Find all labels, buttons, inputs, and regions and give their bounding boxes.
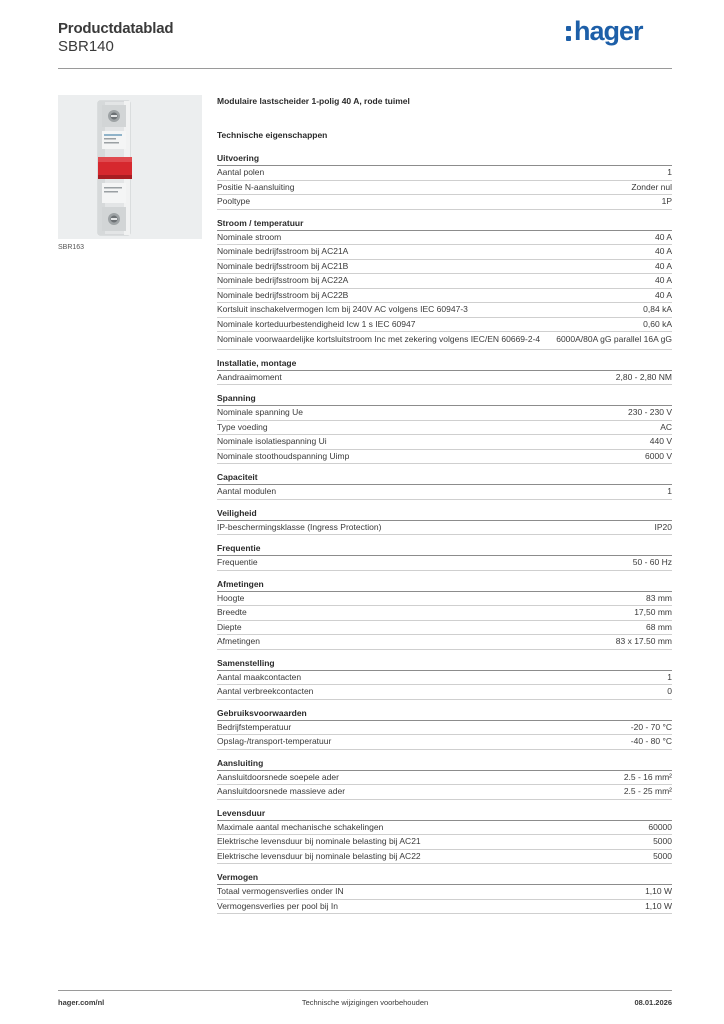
spec-value: 2.5 - 16 mm² [623, 771, 672, 782]
spec-label: Nominale stroom [217, 231, 282, 242]
spec-value: 2,80 - 2,80 NM [615, 371, 672, 382]
spec-label: Aantal maakcontacten [217, 671, 302, 682]
spec-label: IP-beschermingsklasse (Ingress Protection) [217, 521, 382, 532]
spec-section [217, 218, 672, 350]
spec-label: Nominale stoothoudspanning Uimp [217, 450, 350, 461]
section-title: Levensduur [217, 808, 672, 821]
spec-row [217, 671, 672, 686]
spec-section [217, 758, 672, 800]
spec-value: 40 A [654, 246, 672, 256]
spec-label: Positie N-aansluiting [217, 181, 295, 192]
spec-value: 83 mm [646, 592, 672, 603]
spec-label: Nominale isolatiespanning Ui [217, 436, 327, 446]
spec-row [217, 195, 672, 210]
spec-value: 1 [667, 167, 672, 177]
section-title: Uitvoering [217, 153, 672, 166]
spec-label: Afmetingen [217, 636, 260, 646]
spec-section [217, 508, 672, 536]
spec-label: Hoogte [217, 592, 245, 603]
spec-value: 40 A [654, 260, 672, 271]
spec-label: Nominale bedrijfsstroom bij AC22A [217, 275, 349, 285]
section-title: Frequentie [217, 543, 672, 556]
spec-section [217, 872, 672, 914]
spec-row [217, 592, 672, 607]
spec-value: 6000A/80A gG parallel 16A gG [556, 333, 672, 344]
spec-section [217, 708, 672, 750]
spec-label: Pooltype [217, 196, 251, 206]
properties-heading: Technische eigenschappen [217, 130, 328, 140]
spec-value: 50 - 60 Hz [632, 557, 672, 567]
section-title: Vermogen [217, 872, 672, 885]
spec-label: Aansluitdoorsnede massieve ader [217, 786, 346, 796]
document-title: Productdatablad [58, 20, 174, 37]
section-title: Samenstelling [217, 658, 672, 671]
spec-row [217, 521, 672, 536]
spec-label: Breedte [217, 607, 247, 617]
spec-row [217, 621, 672, 636]
spec-row [217, 231, 672, 246]
spec-label: Frequentie [217, 557, 258, 567]
spec-row [217, 721, 672, 736]
section-title: Gebruiksvoorwaarden [217, 708, 672, 721]
spec-label: Type voeding [217, 421, 268, 432]
spec-label: Aantal modulen [217, 486, 277, 496]
spec-row [217, 260, 672, 275]
section-title: Afmetingen [217, 579, 672, 592]
spec-row [217, 289, 672, 304]
spec-label: Maximale aantal mechanische schakelingen [217, 821, 384, 832]
header-divider [58, 68, 672, 69]
spec-value: 68 mm [646, 621, 672, 632]
spec-value: 40 A [654, 289, 672, 300]
spec-value: 0 [667, 686, 672, 696]
spec-section [217, 658, 672, 700]
spec-row [217, 421, 672, 436]
spec-row [217, 556, 672, 571]
spec-value: 1 [667, 486, 672, 496]
spec-label: Elektrische levensduur bij nominale belasting bij AC22 [217, 850, 421, 861]
spec-label: Nominale bedrijfsstroom bij AC21B [217, 260, 349, 271]
spec-label: Nominale spanning Ue [217, 407, 303, 417]
spec-row [217, 245, 672, 260]
product-image [58, 95, 202, 239]
spec-row [217, 371, 672, 386]
spec-value: AC [660, 421, 672, 432]
spec-row [217, 274, 672, 289]
spec-row [217, 735, 672, 750]
product-code: SBR140 [58, 38, 114, 55]
page-footer [58, 990, 672, 1007]
spec-value: 0,60 kA [643, 318, 672, 329]
spec-label: Nominale korteduurbestendigheid Icw 1 s IEC 60947 [217, 318, 416, 329]
spec-row [217, 406, 672, 421]
spec-value: 40 A [654, 275, 672, 285]
spec-row [217, 181, 672, 196]
spec-value: 230 - 230 V [628, 407, 672, 417]
section-title: Spanning [217, 393, 672, 406]
spec-row [217, 685, 672, 700]
image-caption: SBR163 [58, 244, 85, 251]
spec-value: 1,10 W [645, 886, 672, 896]
spec-label: Bedrijfstemperatuur [217, 721, 292, 732]
spec-value: 1 [667, 671, 672, 682]
logo-dots-icon [566, 26, 571, 41]
footer-disclaimer: Technische wijzigingen voorbehouden [301, 998, 429, 1007]
spec-row [217, 635, 672, 650]
product-description: Modulaire lastscheider 1-polig 40 A, rode tuimel [217, 96, 410, 106]
spec-row [217, 850, 672, 865]
spec-label: Opslag-/transport-temperatuur [217, 736, 332, 746]
section-title: Stroom / temperatuur [217, 218, 672, 231]
spec-row [217, 835, 672, 850]
spec-row [217, 435, 672, 450]
spec-value: 5000 [653, 836, 672, 846]
footer-date: 08.01.2026 [634, 998, 672, 1007]
spec-row [217, 450, 672, 465]
spec-row [217, 485, 672, 500]
spec-label: Aantal polen [217, 167, 265, 177]
product-content [217, 96, 672, 914]
spec-value: 40 A [654, 231, 672, 242]
spec-value: 17,50 mm [634, 607, 672, 617]
spec-row [217, 303, 672, 318]
spec-label: Totaal vermogensverlies onder IN [217, 886, 344, 896]
spec-label: Kortsluit inschakelvermogen Icm bij 240V AC volgens IEC 60947-3 [217, 304, 468, 314]
footer-website: hager.com/nl [58, 998, 105, 1007]
spec-value: 5000 [653, 850, 672, 861]
spec-label: Vermogensverlies per pool bij In [217, 900, 338, 911]
logo-text: hager [574, 15, 643, 46]
spec-section [217, 153, 672, 210]
spec-row [217, 821, 672, 836]
spec-value: 6000 V [645, 450, 672, 461]
spec-label: Nominale voorwaardelijke kortsluitstroom Inc met zekering volgens IEC/EN 60669-2-4 [217, 333, 541, 344]
spec-value: 440 V [649, 436, 672, 446]
spec-row [217, 900, 672, 915]
spec-row [217, 785, 672, 800]
spec-row [217, 332, 672, 350]
spec-label: Aansluitdoorsnede soepele ader [217, 771, 339, 782]
spec-value: 1P [661, 196, 672, 206]
spec-section [217, 579, 672, 650]
section-title: Capaciteit [217, 472, 672, 485]
spec-row [217, 318, 672, 333]
spec-row [217, 885, 672, 900]
spec-value: 1,10 W [645, 900, 672, 911]
section-title: Veiligheid [217, 508, 672, 521]
spec-value: 60000 [648, 821, 672, 832]
spec-label: Aandraaimoment [217, 371, 282, 382]
spec-label: Diepte [217, 621, 242, 632]
spec-value: 83 x 17.50 mm [615, 636, 672, 646]
spec-value: -40 - 80 °C [630, 736, 672, 746]
spec-section [217, 543, 672, 571]
spec-value: -20 - 70 °C [630, 721, 672, 732]
spec-label: Aantal verbreekcontacten [217, 686, 314, 696]
spec-label: Nominale bedrijfsstroom bij AC21A [217, 246, 349, 256]
section-title: Aansluiting [217, 758, 672, 771]
spec-value: 0,84 kA [643, 304, 672, 314]
spec-section [217, 472, 672, 500]
footer-divider [58, 990, 672, 991]
spec-section [217, 808, 672, 865]
spec-row [217, 771, 672, 786]
spec-row [217, 606, 672, 621]
spec-value: Zonder nul [631, 181, 672, 192]
property-sections [217, 153, 672, 914]
spec-row [217, 166, 672, 181]
hager-logo [566, 14, 643, 48]
spec-label: Nominale bedrijfsstroom bij AC22B [217, 289, 349, 300]
spec-value: IP20 [654, 521, 672, 532]
circuit-breaker-product-photo-icon [58, 95, 202, 239]
spec-section [217, 358, 672, 386]
section-title: Installatie, montage [217, 358, 672, 371]
spec-section [217, 393, 672, 464]
spec-label: Elektrische levensduur bij nominale belasting bij AC21 [217, 836, 421, 846]
spec-value: 2.5 - 25 mm² [623, 786, 672, 796]
